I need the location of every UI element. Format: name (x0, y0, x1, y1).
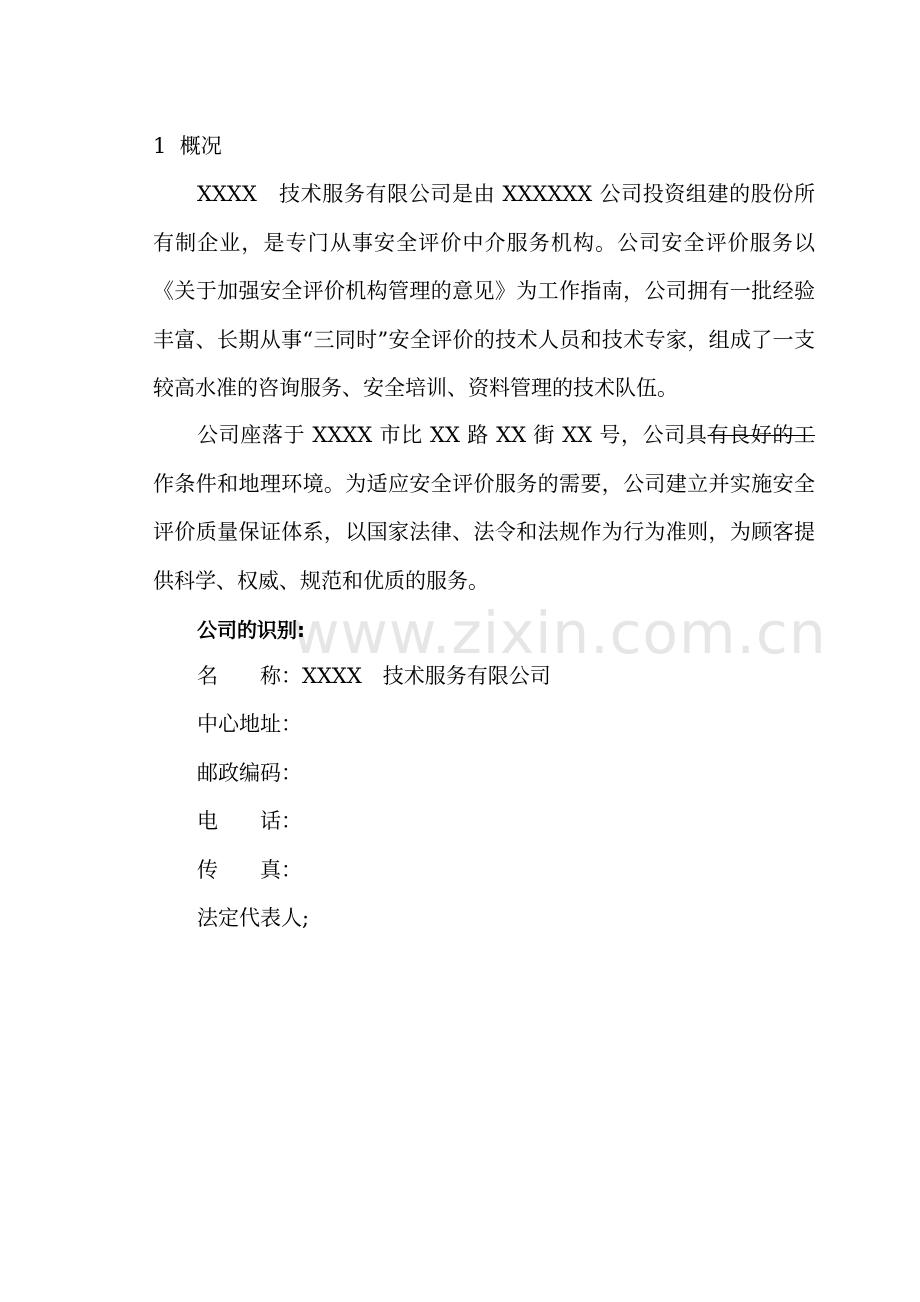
telephone-field: 电 话： (197, 809, 302, 833)
postal-code-field: 邮政编码： (197, 761, 302, 785)
watermark: www.zixin.com.cn (292, 599, 827, 667)
location-paragraph (153, 411, 815, 605)
location-text-after: 作条件和地理环境。为适应安全评价服务的需要，公司建立并实施安全评价质量保证体系，以国家法律、法令和法规作为行为准则，为顾客提供科学、权威、规范和优质的服务。 (153, 471, 815, 593)
struck-text: 有良好的工 (707, 423, 816, 447)
intro-paragraph: XXXX 技术服务有限公司是由 XXXXXX 公司投资组建的股份所有制企业，是专门从事安全评价中介服务机构。公司安全评价服务以《关于加强安全评价机构管理的意见》为工作指南，公司拥有一批经验丰富、长期从事“三同时”安全评价的技术人员和技术专家，组成了一支较高水准的咨询服务、安全培训、资料管理的技术队伍。 (153, 182, 815, 400)
section-title: 概况 (179, 134, 222, 158)
center-address-field: 中心地址： (197, 712, 302, 736)
section-heading (153, 131, 222, 161)
section-number: 1 (153, 134, 167, 158)
company-name-field: 名 称：XXXX 技术服务有限公司 (197, 664, 551, 688)
legal-representative-field: 法定代表人; (197, 906, 310, 930)
identification-title: 公司的识别: (197, 618, 305, 642)
fax-field: 传 真： (197, 858, 302, 882)
location-text-before: 公司座落于 XXXX 市比 XX 路 XX 街 XX 号，公司具 (197, 423, 708, 447)
